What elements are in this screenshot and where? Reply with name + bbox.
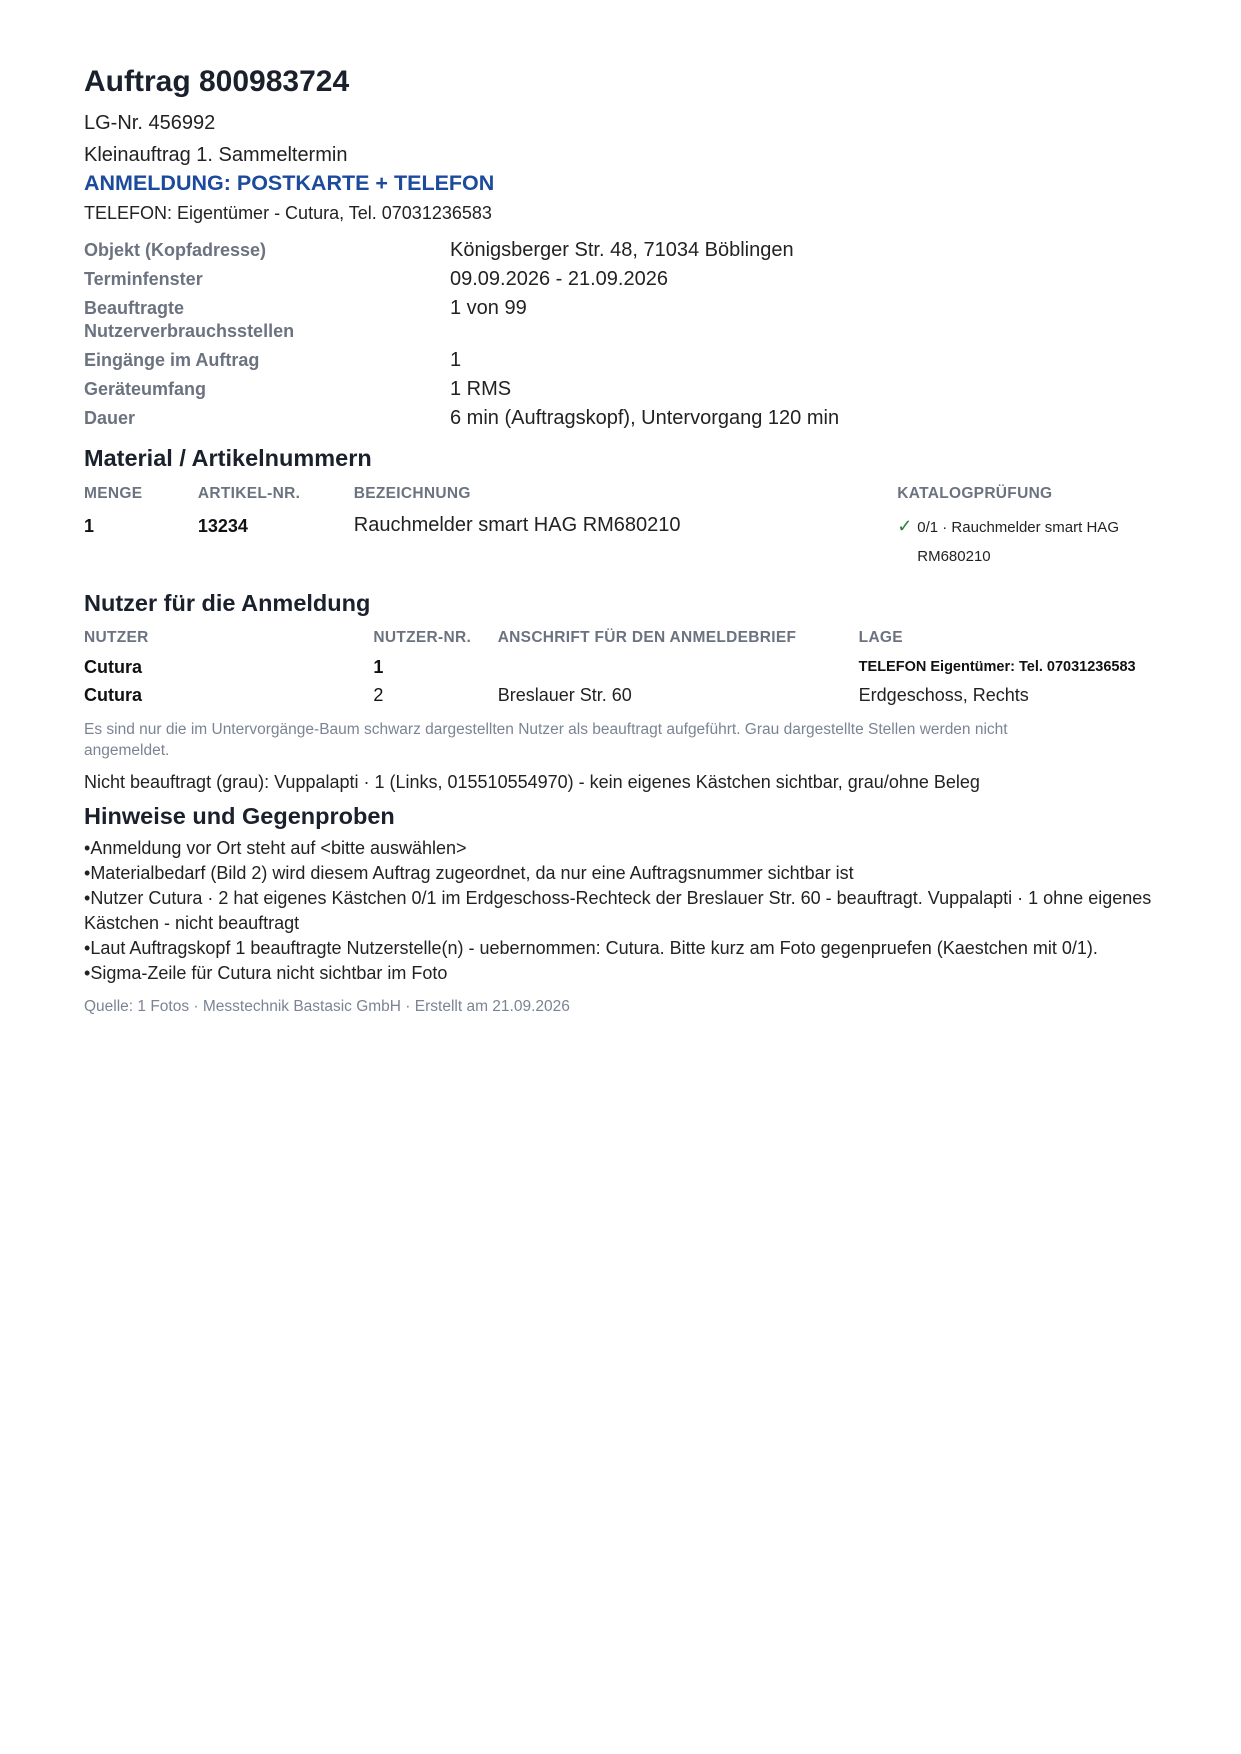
material-table-header	[84, 485, 1157, 503]
phone-line: TELEFON: Eigentümer - Cutura, Tel. 07031236583	[84, 202, 492, 223]
detail-value: 1 von 99	[450, 297, 527, 320]
article-number-cell: 13234	[197, 515, 248, 536]
location-cell: TELEFON Eigentümer: Tel. 07031236583	[858, 658, 1136, 675]
lg-number: LG-Nr. 456992	[84, 112, 216, 134]
order-subtitle: Kleinauftrag 1. Sammeltermin	[84, 144, 348, 166]
description-cell: Rauchmelder smart HAG RM680210	[353, 513, 681, 536]
column-header: BEZEICHNUNG	[353, 484, 471, 502]
registration-method: ANMELDUNG: POSTKARTE + TELEFON	[84, 171, 495, 195]
detail-value: 09.09.2026 - 21.09.2026	[450, 268, 668, 291]
detail-label: Eingänge im Auftrag	[84, 350, 260, 371]
column-header: NUTZER	[84, 628, 149, 646]
location-cell: Erdgeschoss, Rechts	[858, 684, 1029, 705]
table-row	[84, 685, 1157, 705]
source-footer: Quelle: 1 Fotos · Messtechnik Bastasic GmbH · Erstellt am 21.09.2026	[84, 998, 570, 1016]
nutzer-section	[84, 589, 1157, 795]
material-section	[84, 444, 1157, 570]
info-note: Es sind nur die im Untervorgänge-Baum schwarz dargestellten Nutzer als beauftragt aufgeführt. Grau dargestellte Stellen werden nicht angemeldet.	[84, 720, 1008, 759]
quantity-cell: 1	[84, 515, 95, 536]
address-cell: Breslauer Str. 60	[497, 684, 632, 705]
table-row	[84, 657, 1157, 677]
list-item: • Sigma-Zeile für Cutura nicht sichtbar im Foto	[84, 961, 1174, 986]
nutzer-heading: Nutzer für die Anmeldung	[84, 589, 371, 616]
not-assigned-line: Nicht beauftragt (grau): Vuppalapti · 1 (Links, 015510554970) - kein eigenes Kästchen sichtbar, grau/ohne Beleg	[84, 771, 980, 792]
check-icon: ✓	[897, 515, 913, 536]
column-header: MENGE	[84, 484, 143, 502]
detail-label: Beauftragte Nutzerverbrauchsstellen	[84, 298, 295, 342]
detail-label: Dauer	[84, 408, 136, 429]
detail-label: Geräteumfang	[84, 379, 207, 400]
material-heading: Material / Artikelnummern	[84, 445, 372, 472]
column-header: LAGE	[858, 628, 903, 646]
table-row	[84, 513, 1157, 571]
user-number-cell: 2	[373, 684, 384, 705]
user-number-cell: 1	[373, 656, 384, 677]
column-header: ANSCHRIFT FÜR DEN ANMELDEBRIEF	[497, 628, 797, 646]
catalog-check-cell	[897, 513, 1157, 571]
details-table	[84, 239, 1157, 430]
list-item: • Materialbedarf (Bild 2) wird diesem Auftrag zugeordnet, da nur eine Auftragsnummer sichtbar ist	[84, 861, 1174, 886]
detail-value: Königsberger Str. 48, 71034 Böblingen	[450, 239, 794, 262]
list-item: • Nutzer Cutura · 2 hat eigenes Kästchen 0/1 im Erdgeschoss-Rechteck der Breslauer Str. 60 - beauftragt. Vuppalapti · 1 ohne eigenes Kästchen - nicht beauftragt	[84, 886, 1174, 936]
hints-list	[84, 836, 1174, 986]
catalog-check-text: 0/1 · Rauchmelder smart HAG RM680210	[917, 518, 1119, 565]
hints-section	[84, 802, 1157, 986]
detail-label: Objekt (Kopfadresse)	[84, 240, 267, 261]
detail-value: 1 RMS	[450, 378, 512, 401]
detail-label: Terminfenster	[84, 269, 203, 290]
list-item: • Anmeldung vor Ort steht auf <bitte auswählen>	[84, 836, 1174, 861]
list-item: • Laut Auftragskopf 1 beauftragte Nutzerstelle(n) - uebernommen: Cutura. Bitte kurz am Foto gegenpruefen (Kaestchen mit 0/1).	[84, 936, 1174, 961]
hints-heading: Hinweise und Gegenproben	[84, 803, 395, 830]
user-name-cell: Cutura	[84, 684, 142, 705]
column-header: ARTIKEL-NR.	[197, 484, 301, 502]
detail-value: 1	[450, 349, 462, 372]
page-title: Auftrag 800983724	[84, 65, 350, 98]
column-header: NUTZER-NR.	[373, 628, 472, 646]
user-name-cell: Cutura	[84, 656, 142, 677]
detail-value: 6 min (Auftragskopf), Untervorgang 120 min	[450, 407, 840, 430]
column-header: KATALOGPRÜFUNG	[897, 484, 1053, 502]
nutzer-table-header	[84, 629, 1157, 647]
